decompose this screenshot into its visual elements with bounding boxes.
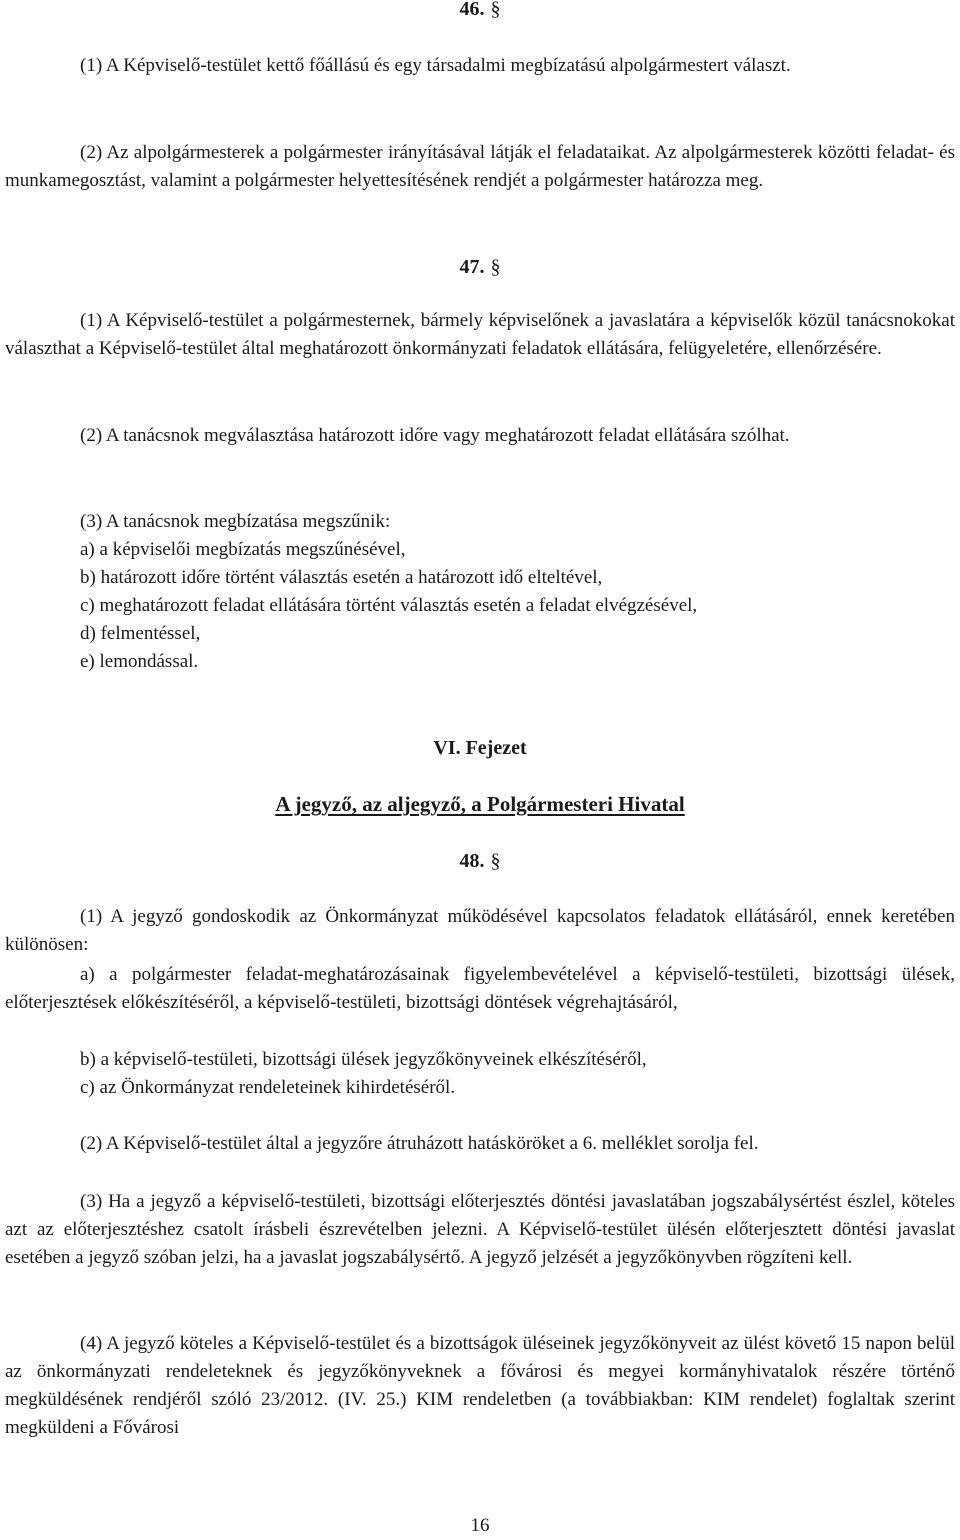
section-number: 47.	[459, 256, 485, 278]
list-item: e) lemondással.	[80, 651, 199, 672]
section-sign: §	[490, 256, 501, 278]
section-heading-48	[5, 848, 955, 874]
paragraph-48-1-c: c) az Önkormányzat rendeleteinek kihirdetéséről.	[80, 1077, 456, 1098]
paragraph-48-4: (4) A jegyző köteles a Képviselő-testület és a bizottságok üléseinek jegyzőkönyveit az ülést követő 15 napon belül az önkormányzati rendeleteknek és jegyzőkönyveknek a fővárosi és megyei kormányhivatalok részére történő megküldésének rendjéről szóló 23/2012. (IV. 25.) KIM rendeletben (a továbbiakban: KIM rendelet) foglaltak szerint megküldeni a Fővárosi	[5, 1333, 955, 1438]
paragraph-48-1-b: b) a képviselő-testületi, bizottsági ülések jegyzőkönyveinek elkészítéséről,	[80, 1049, 647, 1070]
list-item: a) a képviselői megbízatás megszűnésével,	[80, 539, 406, 560]
page-number: 16	[470, 1515, 490, 1536]
paragraph-48-2: (2) A Képviselő-testület által a jegyzőre átruházott hatásköröket a 6. melléklet sorolja fel.	[80, 1133, 759, 1154]
chapter-number: VI. Fejezet	[433, 737, 527, 759]
section-sign: §	[490, 850, 501, 872]
list-item: c) meghatározott feladat ellátására történt választás esetén a feladat elvégzésével,	[80, 595, 698, 616]
section-number: 46.	[459, 0, 485, 20]
list-intro: (3) A tanácsnok megbízatása megszűnik:	[80, 511, 391, 532]
paragraph-47-1: (1) A Képviselő-testület a polgármesternek, bármely képviselőnek a javaslatára a képviselők közül tanácsnokokat választhat a Képviselő-testület által meghatározott önkormányzati feladatok ellátására, felügyeletére, ellenőrzésére.	[5, 310, 955, 359]
paragraph-48-1-a: a) a polgármester feladat-meghatározásainak figyelembevételével a képviselő-testületi, bizottsági ülések, előterjesztések előkészítéséről, a képviselő-testületi, bizottsági döntések végrehajtásáról,	[5, 964, 955, 1013]
paragraph-46-1: (1) A Képviselő-testület kettő főállású és egy társadalmi megbízatású alpolgármestert választ.	[80, 55, 791, 76]
section-heading-46	[5, 0, 955, 22]
paragraph-48-1-intro: (1) A jegyző gondoskodik az Önkormányzat működésével kapcsolatos feladatok ellátásáról, ennek keretében különösen:	[5, 906, 955, 955]
paragraph-47-2: (2) A tanácsnok megválasztása határozott időre vagy meghatározott feladat ellátására szólhat.	[80, 425, 790, 446]
section-sign: §	[490, 0, 501, 20]
paragraph-46-2: (2) Az alpolgármesterek a polgármester irányításával látják el feladataikat. Az alpolgármesterek közötti feladat- és munkamegosztást, valamint a polgármester helyettesítésének rendjét a polgármester határozza meg.	[5, 142, 955, 191]
section-heading-47	[5, 254, 955, 280]
paragraph-48-3: (3) Ha a jegyző a képviselő-testületi, bizottsági előterjesztés döntési javaslatában jogszabálysértést észlel, köteles azt az előterjesztéshez csatolt írásbeli észrevételben jelezni. A Képviselő-testület ülésén előterjesztett döntési javaslat esetében a jegyző szóban jelzi, ha a javaslat jogszabálysértő. A jegyző jelzését a jegyzőkönyvben rögzíteni kell.	[5, 1191, 955, 1268]
section-number: 48.	[459, 850, 485, 872]
paragraph-47-3	[5, 508, 955, 676]
chapter-title: A jegyző, az aljegyző, a Polgármesteri Hivatal	[275, 792, 685, 816]
list-item: b) határozott időre történt választás esetén a határozott idő elteltével,	[80, 567, 603, 588]
list-item: d) felmentéssel,	[80, 623, 201, 644]
